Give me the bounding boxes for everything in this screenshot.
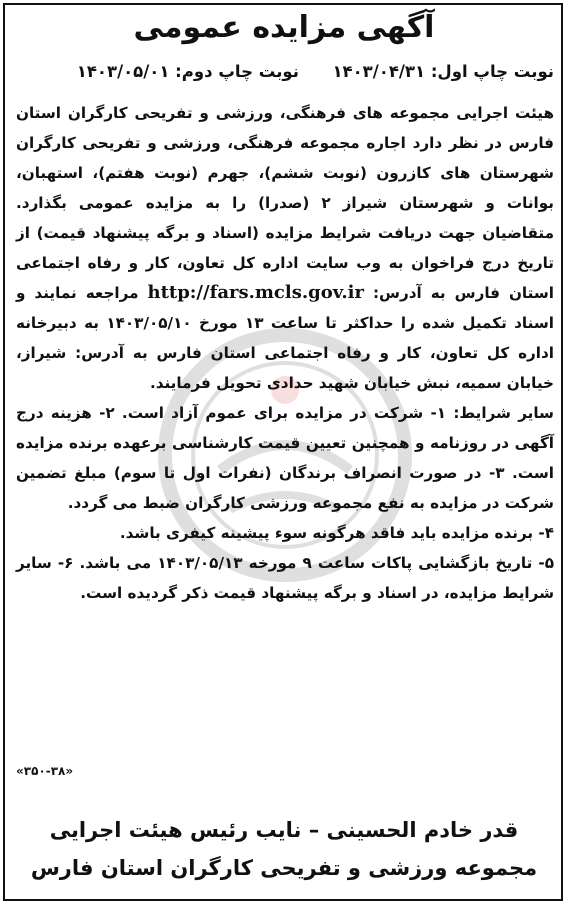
ad-body [16,98,554,608]
organization-line: مجموعه ورزشی و تفریحی کارگران استان فارس [30,856,538,880]
ad-code: «۳۵۰-۳۸» [16,764,74,778]
condition-5-6-text: ۵- تاریخ بازگشایی پاکات ساعت ۹ مورخه ۱۴۰۳/۰۵/۱۳ می باشد. ۶- سایر شرایط مزایده، در اسناد و برگه پیشنهاد قیمت ذکر گردیده است. [16,554,554,602]
condition-4-text: ۴- برنده مزایده باید فاقد هرگونه سوء پیشینه کیفری باشد. [119,524,554,542]
first-print-date: ۱۴۰۳/۰۴/۳۱ [332,62,426,81]
first-print-label: نوبت چاپ اول: [430,62,554,81]
submission-text: مراجعه نمایند و اسناد تکمیل شده را حداکثر تا ساعت ۱۳ مورخ ۱۴۰۳/۰۵/۱۰ به دبیرخانه اداره کل تعاون، کار و رفاه اجتماعی استان فارس به آدرس: شیراز، خیابان سمیه، نبش خیابان شهید حدادی تحویل فرمایند. [16,284,554,392]
conditions-text: سایر شرایط: ۱- شرکت در مزایده برای عموم آزاد است. ۲- هزینه درج آگهی در روزنامه و همچنین تعیین قیمت کارشناسی برعهده برنده مزایده است. ۳- در صورت انصراف برندگان (نفرات اول تا سوم) مبلغ تضمین شرکت در مزایده به نفع مجموعه ورزشی کارگران ضبط می گردد. [16,404,554,512]
ad-paragraph-main [16,98,554,398]
intro-text: هیئت اجرایی مجموعه های فرهنگی، ورزشی و تفریحی کارگران استان فارس در نظر دارد اجاره مجموعه فرهنگی، ورزشی و تفریحی کارگران شهرستان های کازرون (نوبت ششم)، جهرم (نوبت هفتم)، استهبان، بوانات و شهرستان شیراز ۲ (صدرا) را به مزایده عمومی بگذارد. متقاضیان جهت دریافت شرایط مزایده (اسناد و برگه پیشنهاد قیمت) از تاریخ درج فراخوان به وب سایت اداره کل تعاون، کار و رفاه اجتماعی استان فارس به آدرس: [16,104,554,302]
signatory-line: قدر خادم الحسینی – نایب رئیس هیئت اجرایی [49,818,519,842]
website-link[interactable]: http://fars.mcls.gov.ir [147,282,364,303]
second-print-date: ۱۴۰۳/۰۵/۰۱ [76,62,170,81]
second-print-label: نوبت چاپ دوم: [175,62,299,81]
ad-title: آگهی مزایده عمومی [133,10,435,45]
print-schedule [77,62,554,81]
